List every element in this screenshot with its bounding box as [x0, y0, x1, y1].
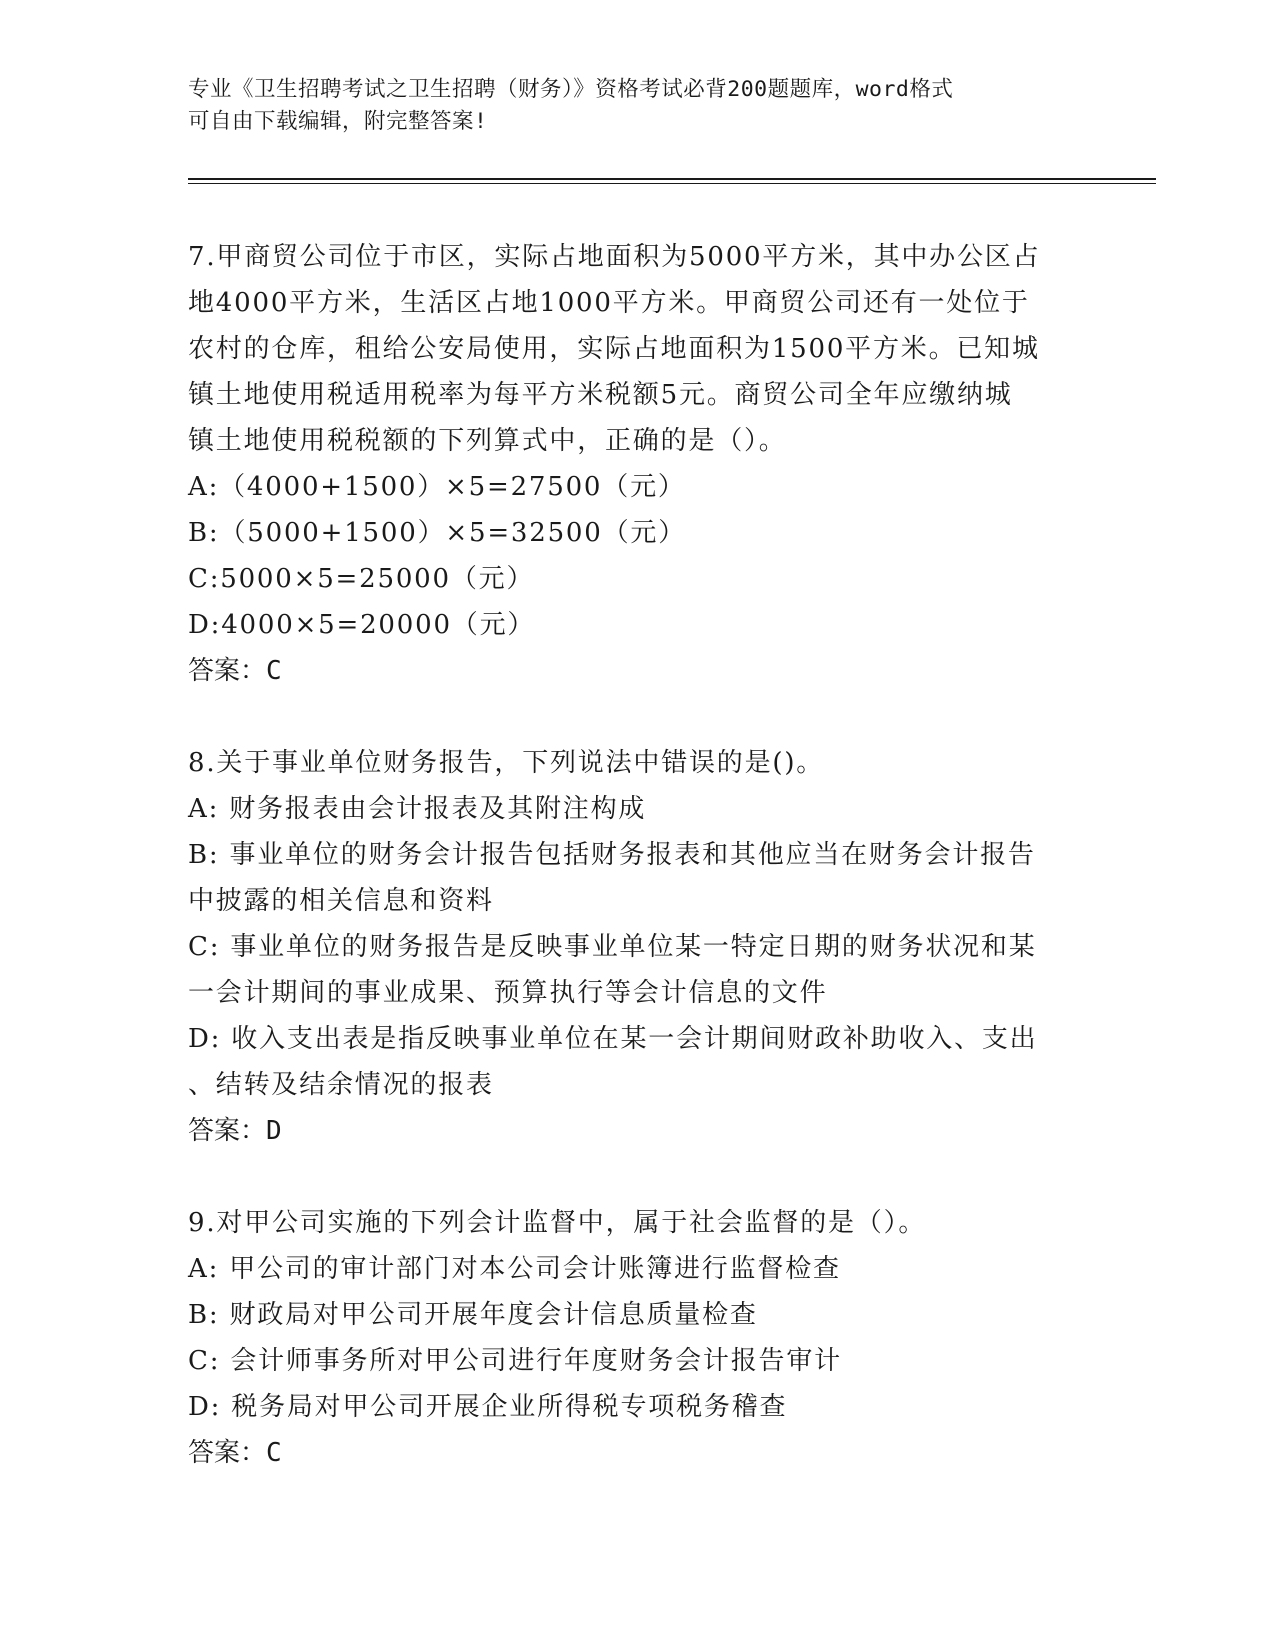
option-b: B: 事业单位的财务会计报告包括财务报表和其他应当在财务会计报告	[188, 840, 1036, 870]
question-line: 镇土地使用税税额的下列算式中，正确的是（）。	[188, 426, 787, 456]
question-line: 9.对甲公司实施的下列会计监督中，属于社会监督的是（）。	[188, 1208, 927, 1238]
header-line-1: 专业《卫生招聘考试之卫生招聘（财务）》资格考试必背200题题库，word格式	[188, 77, 954, 102]
answer-line: 答案：D	[188, 1116, 282, 1146]
option-d: D: 税务局对甲公司开展企业所得税专项税务稽查	[188, 1392, 788, 1422]
header-divider-thin	[188, 183, 1156, 184]
question-7	[188, 234, 1088, 694]
question-9	[188, 1200, 1088, 1476]
option-a: A:（4000+1500）×5=27500（元）	[188, 472, 686, 502]
option-a: A: 甲公司的审计部门对本公司会计账簿进行监督检查	[188, 1254, 841, 1284]
answer-line: 答案：C	[188, 656, 282, 686]
option-d: D:4000×5=20000（元）	[188, 610, 536, 640]
question-spacer	[188, 1154, 1088, 1200]
question-line: 镇土地使用税适用税率为每平方米税额5元。商贸公司全年应缴纳城	[188, 380, 1013, 410]
option-c: C: 会计师事务所对甲公司进行年度财务会计报告审计	[188, 1346, 842, 1376]
option-a: A: 财务报表由会计报表及其附注构成	[188, 794, 647, 824]
option-b: B:（5000+1500）×5=32500（元）	[188, 518, 687, 548]
question-line: 地4000平方米，生活区占地1000平方米。甲商贸公司还有一处位于	[188, 288, 1030, 318]
header-line-2: 可自由下载编辑，附完整答案!	[188, 109, 488, 134]
option-d-continued: 、结转及结余情况的报表	[188, 1070, 494, 1100]
option-b: B: 财政局对甲公司开展年度会计信息质量检查	[188, 1300, 758, 1330]
option-c: C: 事业单位的财务报告是反映事业单位某一特定日期的财务状况和某	[188, 932, 1037, 962]
document-header	[188, 74, 1068, 138]
question-line: 7.甲商贸公司位于市区，实际占地面积为5000平方米，其中办公区占	[188, 242, 1041, 272]
option-c-continued: 一会计期间的事业成果、预算执行等会计信息的文件	[188, 978, 828, 1008]
answer-line: 答案：C	[188, 1438, 282, 1468]
option-c: C:5000×5=25000（元）	[188, 564, 535, 594]
question-line: 农村的仓库，租给公安局使用，实际占地面积为1500平方米。已知城	[188, 334, 1040, 364]
header-divider-thick	[188, 178, 1156, 180]
option-d: D: 收入支出表是指反映事业单位在某一会计期间财政补助收入、支出	[188, 1024, 1038, 1054]
question-list	[188, 234, 1088, 1476]
question-spacer	[188, 694, 1088, 740]
question-line: 8.关于事业单位财务报告，下列说法中错误的是()。	[188, 748, 825, 778]
option-b-continued: 中披露的相关信息和资料	[188, 886, 494, 916]
question-8	[188, 740, 1088, 1154]
